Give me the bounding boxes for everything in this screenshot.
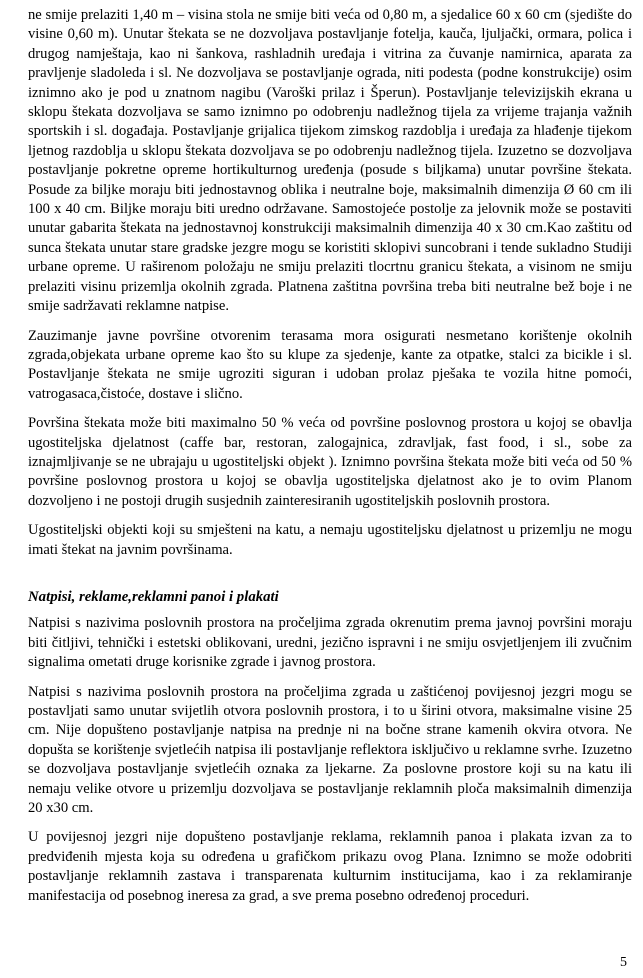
page-number: 5 xyxy=(620,955,627,970)
paragraph-terrace-furniture: ne smije prelaziti 1,40 m – visina stola ne smije biti veća od 0,80 m, a sjedalice 60 x 60 cm (sjedište do visine 0,60 m). Unutar štekata se ne dozvoljava postavljanje fotelja, kauča, ljuljački, ormara, polica i drugog namještaja, kao ni šankova, rashladnih uređaja i vitrina za čuvanje namirnica, aparata za pravljenje sladoleda i sl. Ne dozvoljava se postavljanje ograda, niti podesta (podne konstrukcije) osim iznimno ako je pod u znatnom nagibu (Varoški prilaz i Šperun). Postavljanje televizijskih ekrana u sklopu štekata dozvoljava se samo iznimno po odobrenju nadležnog tijela za vrijeme trajanja važnih sportskih i sl. događaja. Postavljanje grijalica tijekom zimskog razdoblja i uređaja za hlađenje tijekom ljetnog razdoblja u sklopu štekata dozvoljava se po odobrenju nadležnog tijela. Izuzetno se dozvoljava postavljanje pokretne opreme hortikulturnog uređenja (posude s biljkama) unutar površine štekata. Posude za biljke moraju biti jednostavnog oblika i neutralne boje, maksimalnih dimenzija Ø 60 cm ili 100 x 40 cm. Biljke moraju biti uredno održavane. Samostojeće postolje za jelovnik može se postaviti unutar gabarita štekata na jednostavnoj konstrukciji maksimalnih dimenzija 40 x 30 cm.Kao zaštitu od sunca štekata unutar stare gradske jezgre mogu se koristiti sklopivi suncobrani i tende sukladno Studiji urbane opreme. U raširenom položaju ne smiju prelaziti tlocrtnu granicu štekata, a visinom ne smiju prelaziti visinu prizemlja okolnih zgrada. Platnena zaštitna površina treba biti neutralne bež boje i ne smije sadržavati reklamne natpise. xyxy=(28,7,632,315)
paragraph-signs-historic-core: Natpisi s nazivima poslovnih prostora na pročeljima zgrada u zaštićenoj povijesnoj jezgri mogu se postavljati samo unutar svijetlih otvora poslovnih prostora, i to u širini otvora, maksimalne visine 25 cm. Nije dopušteno postavljanje natpisa na prednje ni na bočne strane kamenih okvira otvora. Ne dopušta se korištenje svjetlećih natpisa ili postavljanje reflektora isključivo u reklamne svrhe. Izuzetno se dozvoljava postavljanje svjetlećih oznaka za ljekarne. Za poslovne prostore koji su na katu ili nemaju velike otvore u prizemlju dozvoljava se postavljanje reklamnih ploča maksimalnih dimenzija 20 x30 cm. xyxy=(28,683,632,817)
document-page xyxy=(28,6,632,916)
paragraph-signs-general: Natpisi s nazivima poslovnih prostora na pročeljima zgrada okrenutim prema javnoj površini moraju biti čitljivi, tehnički i estetski oblikovani, uredni, jezično ispravni i ne smiju osvjetljenjem ili zvučnim signalima ometati druge korisnike zgrade i javnog prostora. xyxy=(28,615,632,671)
paragraph-public-space-use: Zauzimanje javne površine otvorenim terasama mora osigurati nesmetano korištenje okolnih zgrada,objekata urbane opreme kao što su klupe za sjedenje, kante za otpatke, stalci za bicikle i sl. Postavljanje štekata ne smije ugroziti siguran i udoban prolaz pješaka te vozila hitne pomoći, vatrogasaca,čistoće, dostave i slično. xyxy=(28,327,632,402)
paragraph-upper-floor-objects: Ugostiteljski objekti koji su smješteni na katu, a nemaju ugostiteljsku djelatnost u prizemlju ne mogu imati štekat na javnim površinama. xyxy=(28,522,632,558)
section-heading: Natpisi, reklame,reklamni panoi i plakati xyxy=(28,588,279,605)
paragraph-advertising-restrictions: U povijesnoj jezgri nije dopušteno postavljanje reklama, reklamnih panoa i plakata izvan za to predviđenih mjesta koja su određena u grafičkom prikazu ovog Plana. Iznimno se može odobriti postavljanje reklamnih zastava i transparenata kulturnim institucijama, kao i za reklamiranje manifestacija od posebnog ineresa za grad, a sve prema posebno određenoj proceduri. xyxy=(28,829,632,904)
paragraph-terrace-area: Površina štekata može biti maximalno 50 % veća od površine poslovnog prostora u kojoj se obavlja ugostiteljska djelatnost (caffe bar, restoran, zalogajnica, zdravljak, fast food, i sl., sobe za iznajmljivanje se ne ubrajaju u ugostiteljski objekt ). Iznimno površina štekata može biti veća od 50 % površine poslovnog prostora u kojoj se obavlja ugostiteljska djelatnost ako je to ovim Planom dozvoljeno i ne postoji drugih susjednih zainteresiranih ugostiteljskih poslovnih prostora. xyxy=(28,415,632,509)
